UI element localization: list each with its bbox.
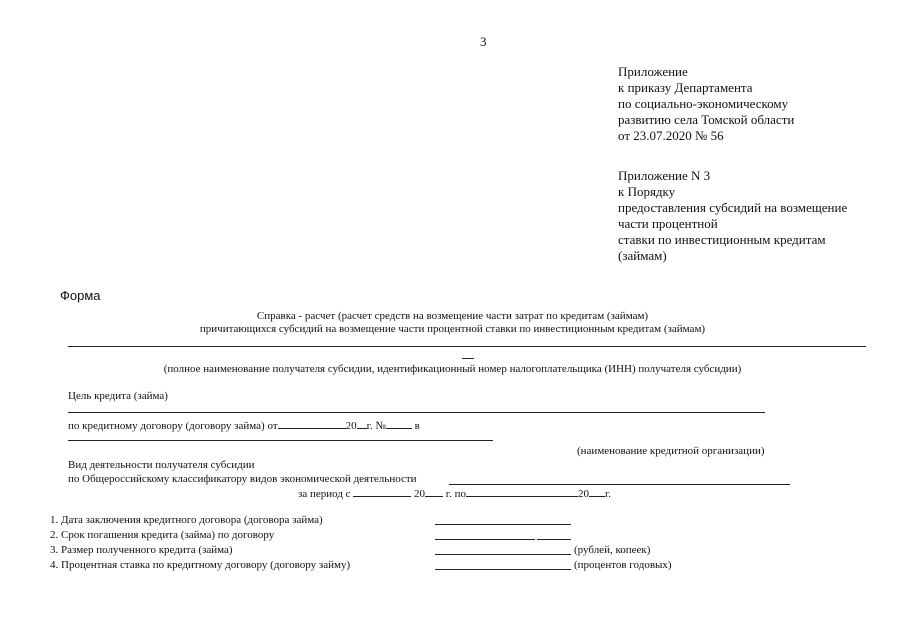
credit-organization-field [68,440,493,441]
list-item-label: 4. Процентная ставка по кредитному договору (договору займу) [50,559,351,571]
list-item-field [435,554,571,555]
contract-year-prefix: 20 [345,420,357,432]
annex-order-line-3: по социально-экономическому [618,96,789,111]
contract-date-field [278,417,346,429]
annex-procedure-line-5: ставки по инвестиционным кредитам [618,232,826,247]
contract-line [68,417,420,433]
period-end-year: 20 [577,488,589,500]
list-item-field [435,524,571,525]
activity-label-line-1: Вид деятельности получателя субсидии [68,459,255,471]
form-label: Форма [60,288,101,303]
form-title-line-1: Справка - расчет (расчет средств на возмещение части затрат по кредитам (займам) [256,310,649,322]
annex-procedure-line-4: части процентной [618,216,718,231]
activity-label-line-2: по Общероссийскому классификатору видов экономической деятельности [68,473,417,485]
page-number: 3 [480,34,487,49]
period-end-field [466,485,578,497]
contract-number-field [386,417,412,429]
annex-procedure-line-1: Приложение N 3 [618,168,711,183]
credit-purpose-field [68,412,765,413]
period-end-year-field [589,485,605,497]
annex-procedure-line-3: предоставления субсидий на возмещение [618,200,848,215]
annex-procedure-line-2: к Порядку [618,184,676,199]
form-title-line-2: причитающихся субсидий на возмещение части процентной ставки по инвестиционным кредитам (займам) [199,323,706,335]
list-item-field [435,539,535,540]
list-item-unit: (процентов годовых) [574,559,672,571]
list-item-label: 3. Размер полученного кредита (займа) [50,544,233,556]
annex-order-line-4: развитию села Томской области [618,112,795,127]
list-item-field [435,569,571,570]
annex-procedure-line-6: (займам) [618,248,667,263]
period-start-year-field [425,485,443,497]
annex-order-line-5: от 23.07.2020 № 56 [618,128,724,143]
recipient-caption: (полное наименование получателя субсидии, идентификационный номер налогоплательщика (ИНН) получателя субсидии) [163,363,742,375]
period-line [298,485,611,501]
contract-number-label: г. № [366,420,386,432]
period-prefix: за период с [298,488,351,500]
period-mid: г. по [445,488,466,500]
period-end: г. [604,488,611,500]
credit-organization-caption: (наименование кредитной организации) [577,445,765,457]
list-item-field-part [537,539,571,540]
recipient-name-field [68,346,866,347]
contract-in-word: в [414,420,420,432]
list-item-unit: (рублей, копеек) [574,544,651,556]
period-start-field [353,485,411,497]
list-item-label: 2. Срок погашения кредита (займа) по договору [50,529,275,541]
contract-year-field [357,417,367,429]
annex-order-line-1: Приложение [618,64,688,79]
list-item-label: 1. Дата заключения кредитного договора (договора займа) [50,514,323,526]
annex-order-line-2: к приказу Департамента [618,80,753,95]
contract-prefix: по кредитному договору (договору займа) от [68,420,278,432]
period-start-year: 20 [414,488,426,500]
recipient-name-field-tail [462,358,474,359]
credit-purpose-label: Цель кредита (займа) [68,390,168,402]
